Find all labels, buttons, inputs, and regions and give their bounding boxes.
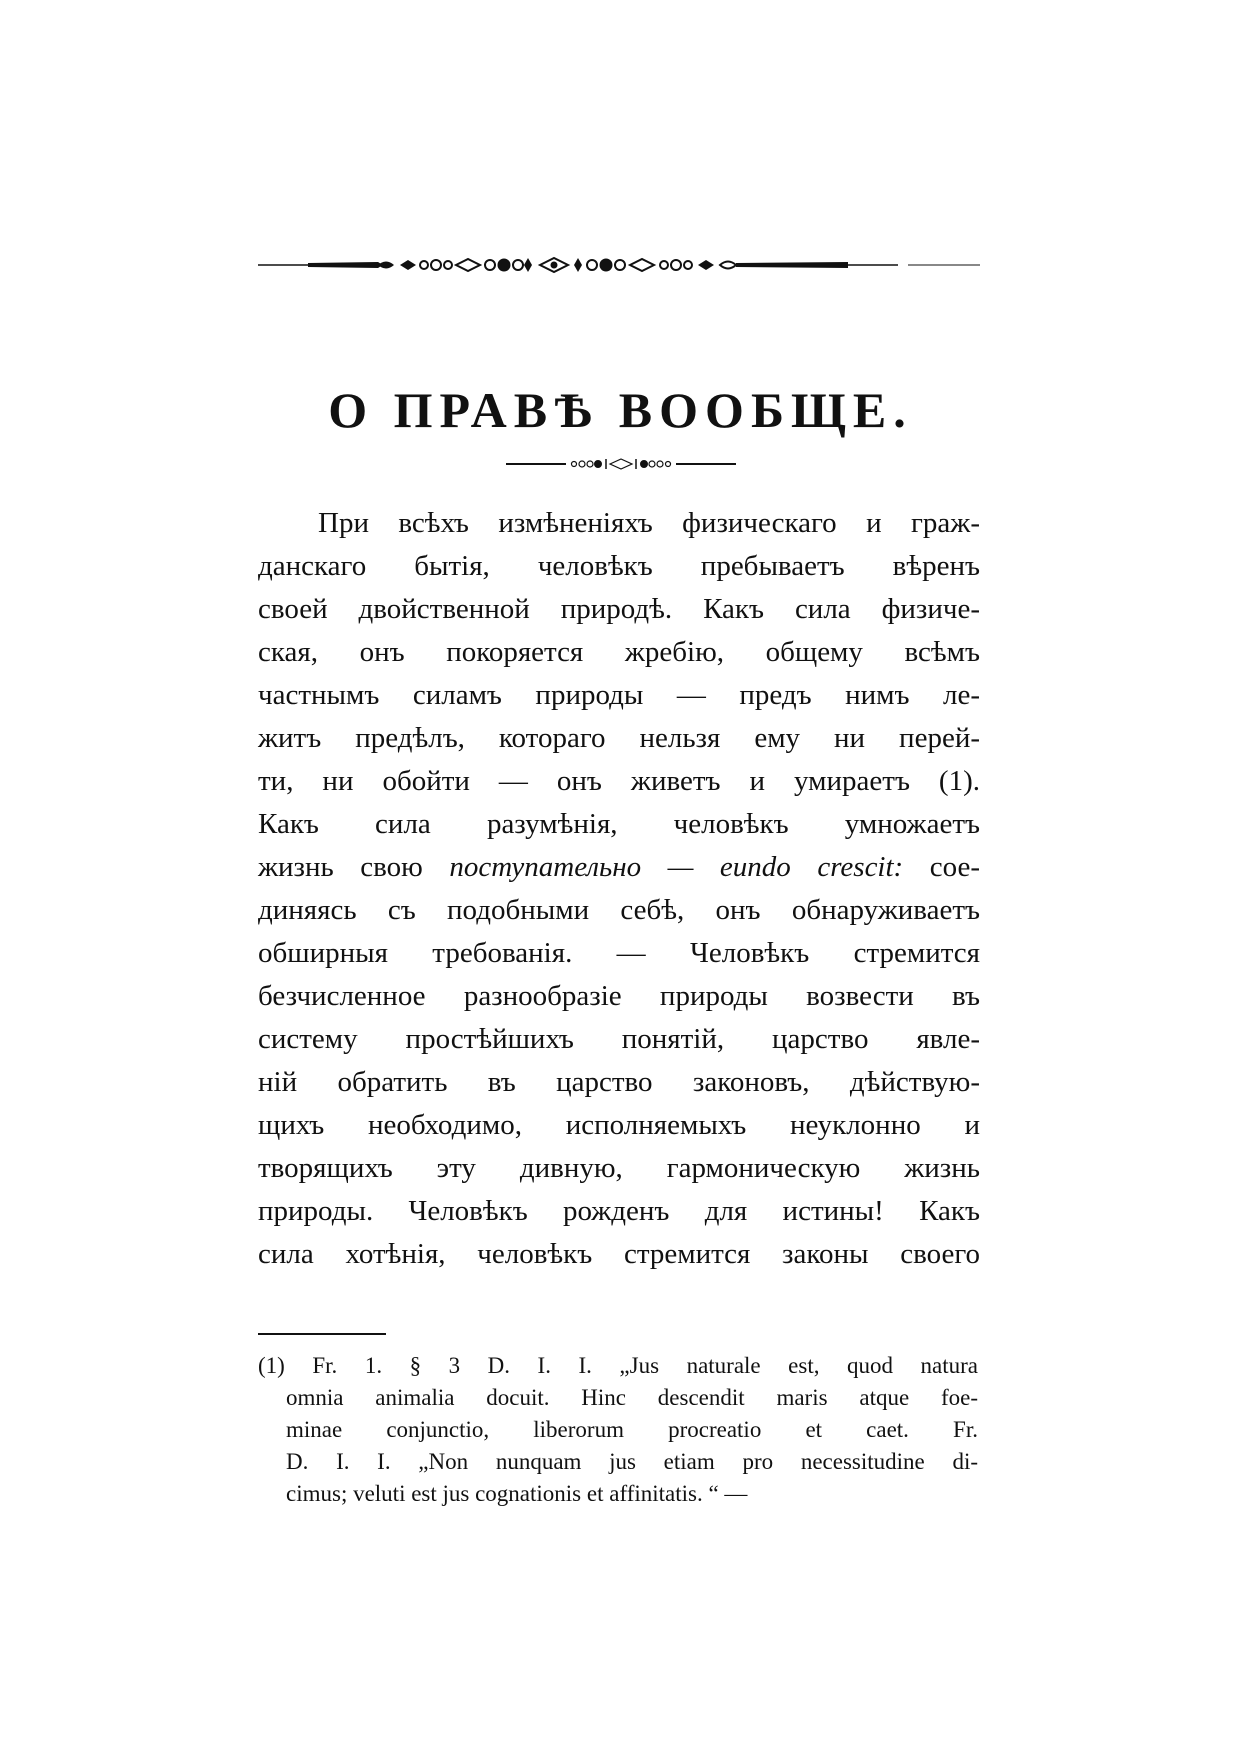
page-title: О ПРАВѢ ВООБЩЕ. <box>328 382 913 438</box>
footnote-line: omnia animalia docuit. Hinc descendit maris atque foe- <box>286 1385 978 1410</box>
footnote-line: cimus; veluti est jus cognationis et affinitatis. “ — <box>286 1481 748 1506</box>
body-line-segment: сое- <box>903 851 980 883</box>
body-line: систему простѣйшихъ понятій, царство явле- <box>258 1023 980 1055</box>
body-line: ская, онъ покоряется жребію, общему всѣмъ <box>258 636 980 668</box>
body-line: ти, ни обойти — онъ живетъ и умираетъ (1). <box>258 765 980 797</box>
body-line: ній обратить въ царство законовъ, дѣйствую- <box>258 1066 980 1098</box>
title-ornament-rule <box>506 456 736 472</box>
body-line: сила хотѣнія, человѣкъ стремится законы своего <box>258 1238 980 1270</box>
italic-phrase: поступательно — eundo crescit: <box>449 851 904 883</box>
body-line: своей двойственной природѣ. Какъ сила физиче- <box>258 593 980 625</box>
body-line: частнымъ силамъ природы — предъ нимъ ле- <box>258 679 980 711</box>
body-line: При всѣхъ измѣненіяхъ физическаго и граж- <box>318 507 980 539</box>
body-text <box>258 502 980 1276</box>
body-line: диняясь съ подобными себѣ, онъ обнаруживаетъ <box>258 894 980 926</box>
footnote-line: D. I. I. „Non nunquam jus etiam pro necessitudine di- <box>286 1449 978 1474</box>
body-line: щихъ необходимо, исполняемыхъ неуклонно и <box>258 1109 980 1141</box>
body-line: творящихъ эту дивную, гармоническую жизнь <box>258 1152 980 1184</box>
body-line-segment: жизнь свою <box>258 851 450 883</box>
footnote-line: minae conjunctio, liberorum procreatio et caet. Fr. <box>286 1417 978 1442</box>
footnote-line: (1) Fr. 1. § 3 D. I. I. „Jus naturale est, quod natura <box>258 1353 978 1378</box>
footnote-divider <box>258 1333 386 1335</box>
body-line: природы. Человѣкъ рожденъ для истины! Какъ <box>258 1195 980 1227</box>
body-line-with-italic <box>258 846 980 889</box>
top-ornament-rule <box>258 250 980 280</box>
body-line: данскаго бытія, человѣкъ пребываетъ вѣренъ <box>258 550 980 582</box>
body-line: Какъ сила разумѣнія, человѣкъ умножаетъ <box>258 808 980 840</box>
footnote <box>258 1350 978 1510</box>
body-line: безчисленное разнообразіе природы возвести въ <box>258 980 980 1012</box>
body-line: житъ предѣлъ, котораго нельзя ему ни перей- <box>258 722 980 754</box>
body-line: обширныя требованія. — Человѣкъ стремится <box>258 937 980 969</box>
